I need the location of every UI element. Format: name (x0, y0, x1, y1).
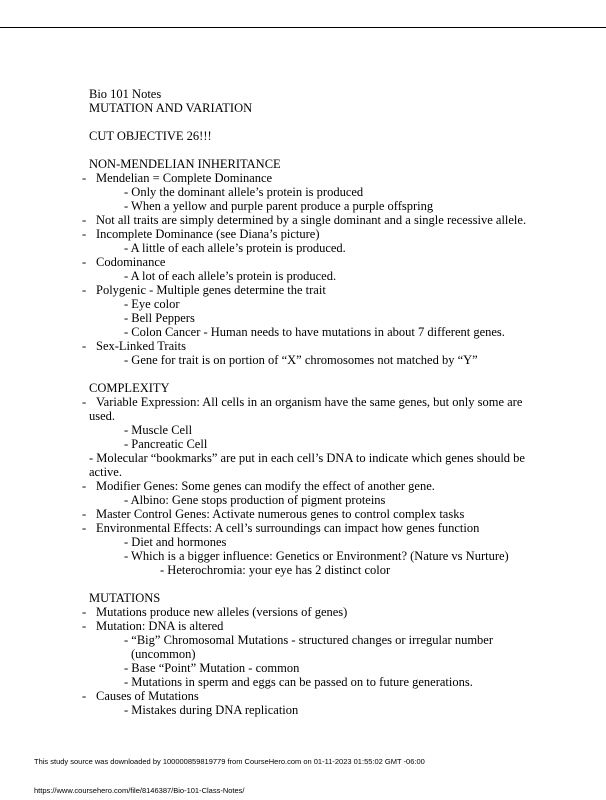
bullet-dash: - (82, 395, 87, 409)
bullet-dash: - (82, 339, 87, 353)
list-item: Codominance (96, 255, 166, 269)
bullet-dash: - (82, 479, 87, 493)
section-heading-complexity: COMPLEXITY (89, 381, 170, 395)
list-item: - Mistakes during DNA replication (124, 703, 299, 717)
bullet-dash: - (82, 227, 87, 241)
list-item: Not all traits are simply determined by a single dominant and a single recessive allele. (96, 213, 527, 227)
list-item-continuation: (uncommon) (131, 647, 196, 661)
list-item: - Molecular “bookmarks” are put in each cell’s DNA to indicate which genes should be (89, 451, 525, 465)
list-item: - Albino: Gene stops production of pigment proteins (124, 493, 386, 507)
list-item: - Diet and hormones (124, 535, 227, 549)
list-item: - Heterochromia: your eye has 2 distinct color (160, 563, 391, 577)
bullet-dash: - (82, 507, 87, 521)
list-item: Mendelian = Complete Dominance (96, 171, 273, 185)
page-title: MUTATION AND VARIATION (89, 101, 253, 115)
bullet-dash: - (82, 213, 87, 227)
list-item: - Eye color (124, 297, 180, 311)
list-item: Variable Expression: All cells in an organism have the same genes, but only some are (96, 395, 523, 409)
list-item: - Pancreatic Cell (124, 437, 208, 451)
list-item: - Colon Cancer - Human needs to have mutations in about 7 different genes. (124, 325, 505, 339)
list-item: - When a yellow and purple parent produce a purple offspring (124, 199, 434, 213)
list-item: - Which is a bigger influence: Genetics or Environment? (Nature vs Nurture) (124, 549, 509, 563)
list-item: Modifier Genes: Some genes can modify the effect of another gene. (96, 479, 435, 493)
list-item: Polygenic - Multiple genes determine the trait (96, 283, 326, 297)
section-heading-non-mendelian: NON-MENDELIAN INHERITANCE (89, 157, 281, 171)
bullet-dash: - (82, 283, 87, 297)
list-item: - A lot of each allele’s protein is produced. (124, 269, 337, 283)
list-item-continuation: active. (89, 465, 122, 479)
list-item: Master Control Genes: Activate numerous genes to control complex tasks (96, 507, 465, 521)
list-item: Mutation: DNA is altered (96, 619, 224, 633)
bullet-dash: - (82, 619, 87, 633)
list-item: - Bell Peppers (124, 311, 195, 325)
list-item: - Mutations in sperm and eggs can be passed on to future generations. (124, 675, 473, 689)
list-item: - Muscle Cell (124, 423, 193, 437)
list-item: Sex-Linked Traits (96, 339, 186, 353)
objective-note: CUT OBJECTIVE 26!!! (89, 129, 212, 143)
bullet-dash: - (82, 689, 87, 703)
course-title: Bio 101 Notes (89, 87, 162, 101)
list-item: Incomplete Dominance (see Diana’s picture) (96, 227, 320, 241)
list-item: Mutations produce new alleles (versions of genes) (96, 605, 348, 619)
list-item: Environmental Effects: A cell’s surroundings can impact how genes function (96, 521, 480, 535)
source-url[interactable]: https://www.coursehero.com/file/8146387/Bio-101-Class-Notes/ (34, 786, 245, 795)
section-heading-mutations: MUTATIONS (89, 591, 161, 605)
top-rule (0, 27, 606, 28)
list-item: - Only the dominant allele’s protein is produced (124, 185, 364, 199)
list-item: - A little of each allele’s protein is produced. (124, 241, 346, 255)
list-item: - “Big” Chromosomal Mutations - structured changes or irregular number (124, 633, 494, 647)
list-item: - Gene for trait is on portion of “X” chromosomes not matched by “Y” (124, 353, 478, 367)
bullet-dash: - (82, 521, 87, 535)
list-item: - Base “Point” Mutation - common (124, 661, 300, 675)
bullet-dash: - (82, 171, 87, 185)
list-item: Causes of Mutations (96, 689, 199, 703)
list-item-continuation: used. (89, 409, 116, 423)
download-notice: This study source was downloaded by 100000859819779 from CourseHero.com on 01-11-2023 01:55:02 GMT -06:00 (34, 757, 425, 766)
bullet-dash: - (82, 605, 87, 619)
bullet-dash: - (82, 255, 87, 269)
